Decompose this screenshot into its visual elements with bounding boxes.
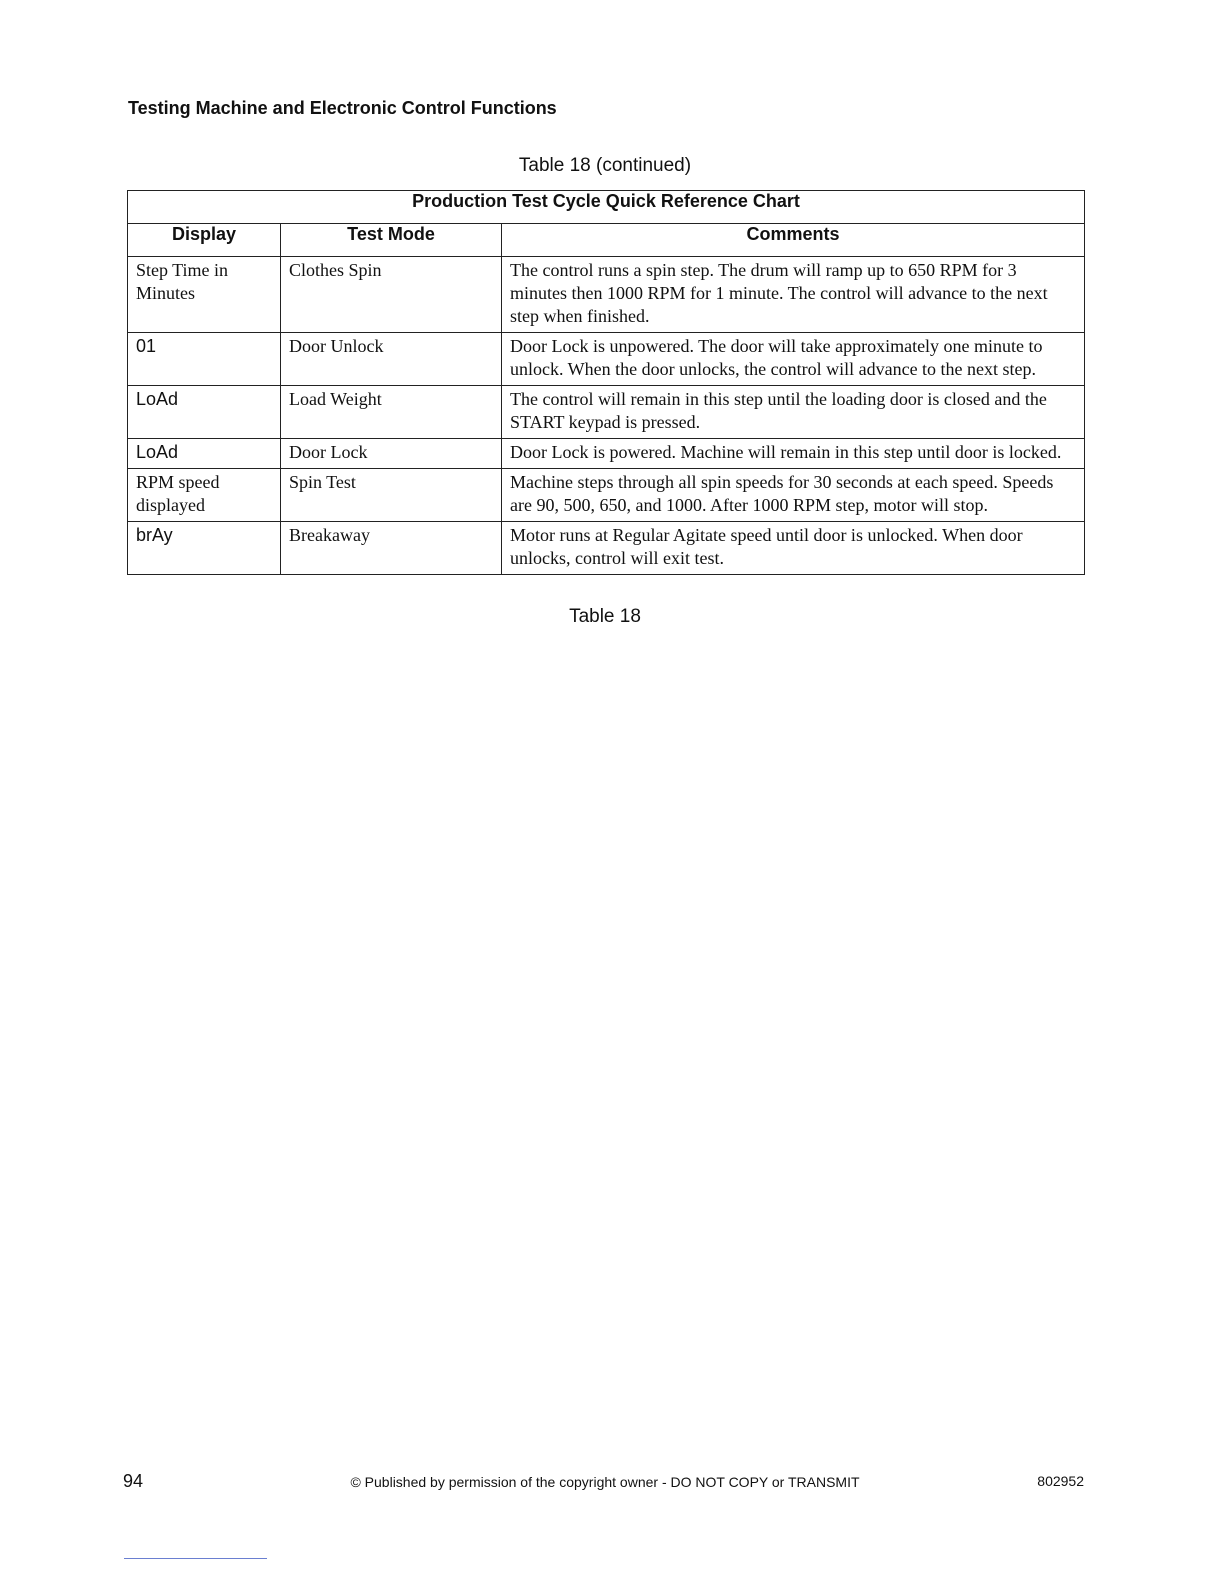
column-header-comments: Comments <box>502 224 1085 257</box>
display-cell: RPM speed displayed <box>128 469 281 522</box>
display-cell: LoAd <box>128 439 281 469</box>
table-title-row <box>128 191 1085 224</box>
table-row <box>128 333 1085 386</box>
production-test-cycle-table <box>127 190 1085 575</box>
test-mode-cell: Door Unlock <box>281 333 502 386</box>
test-mode-cell: Clothes Spin <box>281 257 502 333</box>
table-row <box>128 522 1085 575</box>
test-mode-cell: Spin Test <box>281 469 502 522</box>
table-row <box>128 386 1085 439</box>
table-caption-top: Table 18 (continued) <box>518 155 692 176</box>
comment-cell: The control runs a spin step. The drum will ramp up to 650 RPM for 3 minutes then 1000 RPM for 1 minute. The control will advance to the next step when finished. <box>502 257 1085 333</box>
display-cell: brAy <box>128 522 281 575</box>
test-mode-cell: Door Lock <box>281 439 502 469</box>
table-row <box>128 469 1085 522</box>
table-row <box>128 257 1085 333</box>
display-cell: LoAd <box>128 386 281 439</box>
table-header-row <box>128 224 1085 257</box>
comment-cell: Motor runs at Regular Agitate speed until door is unlocked. When door unlocks, control will exit test. <box>502 522 1085 575</box>
test-mode-cell: Load Weight <box>281 386 502 439</box>
footer-rule <box>124 1558 267 1559</box>
test-mode-cell: Breakaway <box>281 522 502 575</box>
page-number: 94 <box>123 1471 144 1491</box>
comment-cell: Door Lock is unpowered. The door will take approximately one minute to unlock. When the door unlocks, the control will advance to the next step. <box>502 333 1085 386</box>
column-header-test-mode: Test Mode <box>281 224 502 257</box>
table-row <box>128 439 1085 469</box>
column-header-display: Display <box>128 224 281 257</box>
table-title: Production Test Cycle Quick Reference Chart <box>128 191 1085 224</box>
document-number: 802952 <box>1037 1473 1084 1489</box>
comment-cell: The control will remain in this step until the loading door is closed and the START keypad is pressed. <box>502 386 1085 439</box>
display-cell: Step Time in Minutes <box>128 257 281 333</box>
display-cell: 01 <box>128 333 281 386</box>
table-caption-bottom: Table 18 <box>569 606 641 627</box>
section-title: Testing Machine and Electronic Control Functions <box>128 98 557 118</box>
comment-cell: Machine steps through all spin speeds for 30 seconds at each speed. Speeds are 90, 500, 650, and 1000. After 1000 RPM step, motor will stop. <box>502 469 1085 522</box>
copyright-notice: © Published by permission of the copyright owner - DO NOT COPY or TRANSMIT <box>350 1474 860 1490</box>
comment-cell: Door Lock is powered. Machine will remain in this step until door is locked. <box>502 439 1085 469</box>
